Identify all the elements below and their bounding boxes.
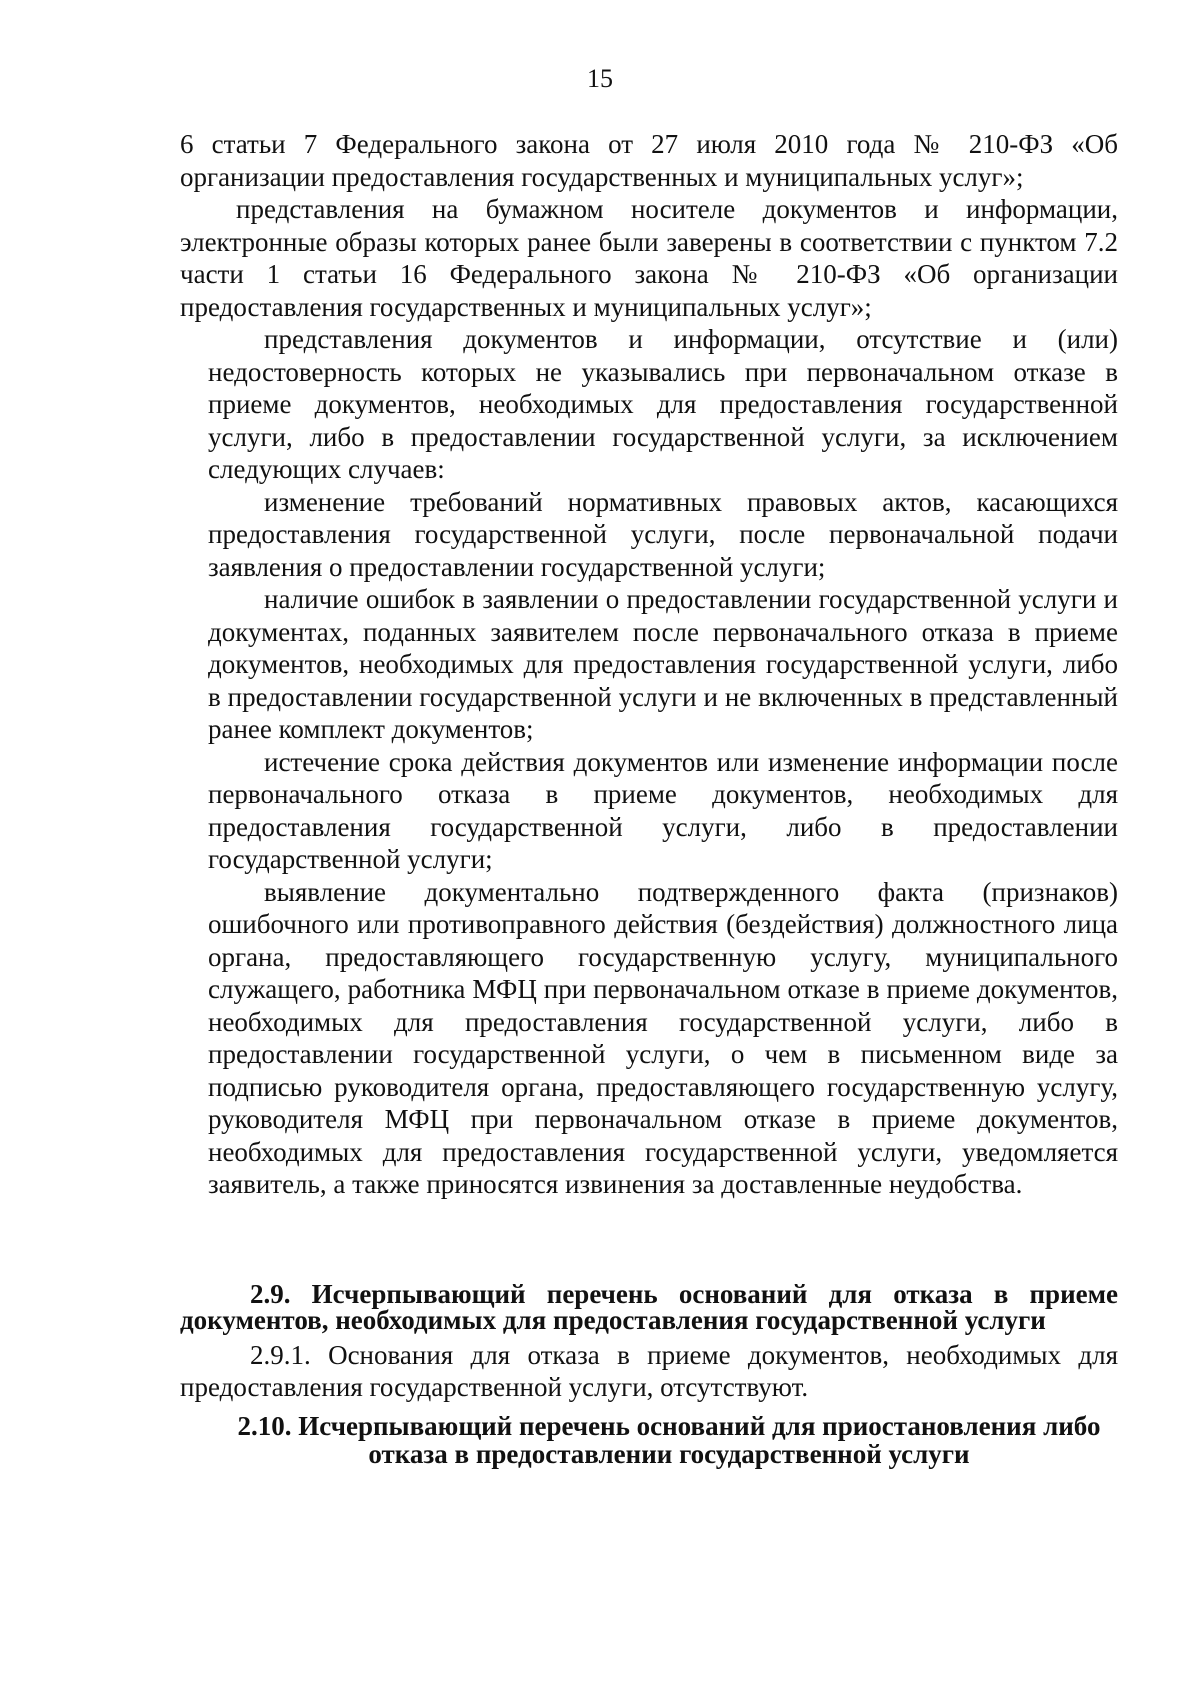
list-item-documents-expiry: истечение срока действия документов или изменение информации после первоначального отказа в приеме документов, необходимых для предоставления государственной услуги, либо в предоставлении государственной услуги;	[208, 746, 1118, 874]
paragraph-undisclosed-documents: представления документов и информации, отсутствие и (или) недостоверность которых не указывались при первоначальном отказе в приеме документов, необходимых для предоставления государственной услуги, либо в предоставлении государственной услуги, за исключением следующих случаев:	[208, 324, 1118, 484]
list-item-application-errors: наличие ошибок в заявлении о предоставлении государственной услуги и документах, поданных заявителем после первоначального отказа в приеме документов, необходимых для предоставления государственной услуги, либо в предоставлении государственной услуги и не включенных в представленный ранее комплект документов;	[208, 584, 1118, 744]
section-heading-2-9: 2.9. Исчерпывающий перечень оснований для отказа в приеме документов, необходимых для предоставления государственной услуги	[180, 1278, 1118, 1335]
paragraph-paper-documents: представления на бумажном носителе документов и информации, электронные образы которых ранее были заверены в соответствии с пунктом 7.2 части 1 статьи 16 Федерального закона № 210-ФЗ «Об организации предоставления государственных и муниципальных услуг»;	[180, 194, 1118, 322]
document-body	[180, 128, 1118, 1468]
page-number: 15	[587, 64, 613, 93]
paragraph-continuation: 6 статьи 7 Федерального закона от 27 июля 2010 года № 210-ФЗ «Об организации предоставления государственных и муниципальных услуг»;	[180, 129, 1118, 192]
section-heading-2-10: 2.10. Исчерпывающий перечень оснований для приостановления либо отказа в предоставлении государственной услуги	[237, 1410, 1101, 1469]
list-item-requirements-change: изменение требований нормативных правовых актов, касающихся предоставления государственной услуги, после первоначальной подачи заявления о предоставлении государственной услуги;	[208, 486, 1118, 582]
clause-2-9-1: 2.9.1. Основания для отказа в приеме документов, необходимых для предоставления государственной услуги, отсутствуют.	[180, 1339, 1118, 1402]
list-item-erroneous-action: выявление документально подтвержденного факта (признаков) ошибочного или противоправного действия (бездействия) должностного лица органа, предоставляющего государственную услугу, муниципального служащего, работника МФЦ при первоначальном отказе в приеме документов, необходимых для предоставления государственной услуги, либо в предоставлении государственной услуги, о чем в письменном виде за подписью руководителя органа, предоставляющего государственную услугу, руководителя МФЦ при первоначальном отказе в приеме документов, необходимых для предоставления государственной услуги, уведомляется заявитель, а также приносятся извинения за доставленные неудобства.	[208, 876, 1118, 1199]
